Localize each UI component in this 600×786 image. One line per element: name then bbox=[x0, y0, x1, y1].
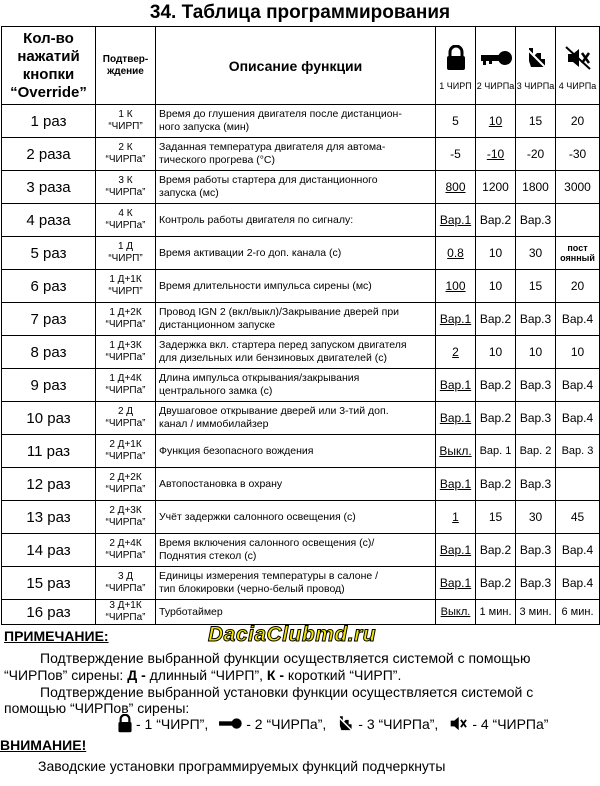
confirm-code: 3 Д+1К bbox=[109, 600, 142, 611]
press-count-cell: 10 раз bbox=[2, 402, 96, 435]
table-row bbox=[2, 204, 600, 237]
function-description-cell bbox=[156, 435, 436, 468]
value-cell-4: 6 мин. bbox=[556, 600, 600, 625]
note-paragraph-1-line-1: Подтверждение выбранной функции осуществляется системой с помощью bbox=[40, 650, 531, 666]
description-line: Заданная температура двигателя для автома- bbox=[159, 141, 386, 153]
description-line: Время до глушения двигателя после дистанцион- bbox=[159, 108, 402, 120]
confirm-code: 1 Д bbox=[117, 241, 134, 252]
confirm-chirp: “ЧИРПа” bbox=[105, 550, 146, 561]
value-cell-3: 10 bbox=[516, 336, 556, 369]
header-col-4 bbox=[556, 27, 600, 105]
description-line: Двушаговое открывание дверей или 3-тий доп. bbox=[159, 405, 389, 417]
confirm-cell bbox=[96, 336, 156, 369]
description-line: тического прогрева (°C) bbox=[159, 154, 276, 166]
legend-2: - 2 “ЧИРПа”, bbox=[246, 715, 327, 732]
header-col-1 bbox=[436, 27, 476, 105]
value-cell-4: Вар.4 bbox=[556, 402, 600, 435]
confirm-chirp: “ЧИРПа” bbox=[105, 583, 146, 594]
table-row bbox=[2, 336, 600, 369]
confirm-chirp: “ЧИРПа” bbox=[105, 612, 146, 623]
value-cell-1: Вар.1 bbox=[436, 204, 476, 237]
description-line: ного запуска (мин) bbox=[159, 121, 250, 133]
description-line: Автопостановка в охрану bbox=[159, 477, 283, 490]
value-cell-3: Вар. 2 bbox=[516, 435, 556, 468]
value-cell-4: 45 bbox=[556, 501, 600, 534]
description-line: Время работы стартера для дистанционного bbox=[159, 174, 378, 186]
confirm-chirp: “ЧИРПа” bbox=[105, 319, 146, 330]
confirm-cell bbox=[96, 600, 156, 625]
value-cell-2: Вар.2 bbox=[476, 468, 516, 501]
confirm-cell bbox=[96, 435, 156, 468]
confirm-chirp: “ЧИРП” bbox=[108, 253, 143, 264]
value-cell-1: Выкл. bbox=[436, 435, 476, 468]
confirm-cell bbox=[96, 105, 156, 138]
confirm-code: 2 Д+3К bbox=[109, 505, 142, 516]
table-row bbox=[2, 402, 600, 435]
table-row bbox=[2, 534, 600, 567]
table-row bbox=[2, 105, 600, 138]
value-cell-1: 0.8 bbox=[436, 237, 476, 270]
description-line: Контроль работы двигателя по сигналу: bbox=[159, 213, 354, 226]
press-count-cell: 16 раз bbox=[2, 600, 96, 625]
confirm-code: 1 К bbox=[118, 109, 133, 120]
value-cell-3: Вар.3 bbox=[516, 468, 556, 501]
note-paragraph-1-line-2: “ЧИРПов” сирены: Д - длинный “ЧИРП”, К - короткий “ЧИРП”. bbox=[4, 667, 402, 683]
function-description-cell bbox=[156, 204, 436, 237]
value-cell-1: Вар.1 bbox=[436, 303, 476, 336]
value-cell-2: Вар.2 bbox=[476, 567, 516, 600]
press-count-cell: 2 раза bbox=[2, 138, 96, 171]
header-col-4-label: 4 ЧИРПа bbox=[558, 81, 597, 91]
value-cell-1: 100 bbox=[436, 270, 476, 303]
press-count-cell: 5 раз bbox=[2, 237, 96, 270]
press-count-cell: 11 раз bbox=[2, 435, 96, 468]
function-description-cell bbox=[156, 369, 436, 402]
press-count-cell: 1 раз bbox=[2, 105, 96, 138]
table-header-row bbox=[2, 27, 600, 105]
confirm-cell bbox=[96, 402, 156, 435]
description-line: центрального замка (с) bbox=[159, 385, 273, 397]
table-row bbox=[2, 501, 600, 534]
value-cell-3: 30 bbox=[516, 237, 556, 270]
description-line: Турботаймер bbox=[159, 605, 223, 618]
value-cell-4: Вар.4 bbox=[556, 369, 600, 402]
header-count: Кол-во нажатий кнопки “Override” bbox=[2, 27, 96, 105]
value-cell-2: 10 bbox=[476, 237, 516, 270]
confirm-cell bbox=[96, 501, 156, 534]
table-row bbox=[2, 600, 600, 625]
value-cell-3: Вар.3 bbox=[516, 303, 556, 336]
value-cell-2: Вар.2 bbox=[476, 369, 516, 402]
function-description-cell bbox=[156, 303, 436, 336]
description-line: канал / иммобилайзер bbox=[159, 418, 269, 430]
confirm-code: 1 Д+1К bbox=[109, 274, 142, 285]
confirm-cell bbox=[96, 303, 156, 336]
value-cell-3: 15 bbox=[516, 270, 556, 303]
confirm-code: 1 Д+4К bbox=[109, 373, 142, 384]
value-cell-3: 1800 bbox=[516, 171, 556, 204]
programming-table bbox=[1, 26, 600, 625]
value-cell-1: 800 bbox=[436, 171, 476, 204]
function-description-cell bbox=[156, 402, 436, 435]
value-cell-2: Вар.2 bbox=[476, 402, 516, 435]
value-cell-4: 20 bbox=[556, 270, 600, 303]
confirm-code: 4 К bbox=[118, 208, 133, 219]
value-cell-3: Вар.3 bbox=[516, 534, 556, 567]
confirm-chirp: “ЧИРП” bbox=[108, 286, 143, 297]
function-description-cell bbox=[156, 468, 436, 501]
value-cell-4: пост оянный bbox=[556, 237, 600, 270]
value-cell-1: -5 bbox=[436, 138, 476, 171]
press-count-cell: 9 раз bbox=[2, 369, 96, 402]
confirm-cell bbox=[96, 369, 156, 402]
legend-3: - 3 “ЧИРПа”, bbox=[358, 715, 439, 732]
function-description-cell bbox=[156, 600, 436, 625]
table-row bbox=[2, 171, 600, 204]
value-cell-3: -20 bbox=[516, 138, 556, 171]
description-line: для дизельных или бензиновых двигателей (с) bbox=[159, 352, 388, 364]
confirm-code: 1 Д+2К bbox=[109, 307, 142, 318]
page-title: 34. Таблица программирования bbox=[149, 2, 451, 23]
description-line: Длина импульса открывания/закрывания bbox=[159, 372, 360, 384]
value-cell-2: Вар.2 bbox=[476, 303, 516, 336]
press-count-cell: 7 раз bbox=[2, 303, 96, 336]
value-cell-1: Вар.1 bbox=[436, 534, 476, 567]
value-cell-2: 15 bbox=[476, 501, 516, 534]
note-paragraph-2-line-2: помощью “ЧИРПов” сирены: bbox=[4, 700, 190, 716]
press-count-cell: 6 раз bbox=[2, 270, 96, 303]
confirm-chirp: “ЧИРПа” bbox=[105, 352, 146, 363]
value-cell-3: 15 bbox=[516, 105, 556, 138]
press-count-cell: 15 раз bbox=[2, 567, 96, 600]
description-line: Функция безопасного вождения bbox=[159, 444, 314, 457]
confirm-cell bbox=[96, 270, 156, 303]
confirm-cell bbox=[96, 171, 156, 204]
function-description-cell bbox=[156, 171, 436, 204]
value-cell-4: 10 bbox=[556, 336, 600, 369]
confirm-code: 3 Д bbox=[117, 571, 134, 582]
warning-text: Заводские установки программируемых функций подчеркнуты bbox=[38, 758, 446, 774]
value-cell-2: -10 bbox=[476, 138, 516, 171]
chirp-legend bbox=[117, 714, 548, 733]
table-row bbox=[2, 138, 600, 171]
confirm-chirp: “ЧИРП” bbox=[108, 121, 143, 132]
legend-4: - 4 “ЧИРПа” bbox=[472, 715, 549, 732]
value-cell-3: 30 bbox=[516, 501, 556, 534]
value-cell-4: Вар.4 bbox=[556, 303, 600, 336]
description-line: Время активации 2-го доп. канала (с) bbox=[159, 246, 342, 259]
function-description-cell bbox=[156, 138, 436, 171]
description-line: запуска (мс) bbox=[159, 187, 219, 199]
confirm-cell bbox=[96, 534, 156, 567]
confirm-code: 2 К bbox=[118, 142, 133, 153]
hand-off-icon bbox=[335, 714, 355, 733]
value-cell-4: Вар.4 bbox=[556, 534, 600, 567]
value-cell-4: 3000 bbox=[556, 171, 600, 204]
warning-heading: ВНИМАНИЕ! bbox=[0, 737, 87, 753]
lock-icon bbox=[117, 714, 133, 733]
table-row bbox=[2, 237, 600, 270]
value-cell-1: Выкл. bbox=[436, 600, 476, 625]
confirm-chirp: “ЧИРПа” bbox=[105, 220, 146, 231]
value-cell-1: 2 bbox=[436, 336, 476, 369]
function-description-cell bbox=[156, 336, 436, 369]
table-row bbox=[2, 435, 600, 468]
value-cell-1: Вар.1 bbox=[436, 468, 476, 501]
description-line: Поднятия стекол (с) bbox=[159, 550, 257, 562]
value-cell-4: -30 bbox=[556, 138, 600, 171]
value-cell-4 bbox=[556, 468, 600, 501]
speaker-mute-icon bbox=[564, 45, 592, 71]
function-description-cell bbox=[156, 567, 436, 600]
confirm-chirp: “ЧИРПа” bbox=[105, 418, 146, 429]
description-line: Время включения салонного освещения (с)/ bbox=[159, 537, 375, 549]
header-col-1-label: 1 ЧИРП bbox=[439, 81, 472, 91]
value-cell-4: 20 bbox=[556, 105, 600, 138]
press-count-cell: 12 раз bbox=[2, 468, 96, 501]
value-cell-4: Вар.4 bbox=[556, 567, 600, 600]
description-line: Провод IGN 2 (вкл/выкл)/Закрывание дверей при bbox=[159, 306, 400, 318]
confirm-code: 2 Д bbox=[117, 406, 134, 417]
confirm-cell bbox=[96, 204, 156, 237]
value-cell-1: Вар.1 bbox=[436, 402, 476, 435]
confirm-code: 2 Д+2К bbox=[109, 472, 142, 483]
value-cell-3: Вар.3 bbox=[516, 204, 556, 237]
value-cell-1: 1 bbox=[436, 501, 476, 534]
header-col-3 bbox=[516, 27, 556, 105]
value-cell-2: Вар.2 bbox=[476, 534, 516, 567]
header-col-2-label: 2 ЧИРПа bbox=[476, 81, 515, 91]
confirm-code: 2 Д+4К bbox=[109, 538, 142, 549]
press-count-cell: 14 раз bbox=[2, 534, 96, 567]
table-row bbox=[2, 270, 600, 303]
confirm-chirp: “ЧИРПа” bbox=[105, 451, 146, 462]
value-cell-2: Вар.2 bbox=[476, 204, 516, 237]
confirm-chirp: “ЧИРПа” bbox=[105, 484, 146, 495]
value-cell-2: 1 мин. bbox=[476, 600, 516, 625]
description-line: Учёт задержки салонного освещения (с) bbox=[159, 510, 356, 523]
description-line: Время длительности импульса сирены (мс) bbox=[159, 279, 372, 292]
description-line: дистанционном запуске bbox=[159, 319, 276, 331]
value-cell-2: 10 bbox=[476, 105, 516, 138]
confirm-code: 2 Д+1К bbox=[109, 439, 142, 450]
function-description-cell bbox=[156, 501, 436, 534]
value-cell-1: Вар.1 bbox=[436, 369, 476, 402]
speaker-mute-icon bbox=[447, 714, 469, 733]
function-description-cell bbox=[156, 270, 436, 303]
function-description-cell bbox=[156, 237, 436, 270]
confirm-cell bbox=[96, 138, 156, 171]
confirm-chirp: “ЧИРПа” bbox=[105, 154, 146, 165]
confirm-cell bbox=[96, 468, 156, 501]
note-heading: ПРИМЕЧАНИЕ: bbox=[4, 628, 109, 644]
description-line: тип блокировки (черно-белый провод) bbox=[159, 583, 345, 595]
key-icon bbox=[479, 45, 513, 71]
header-description: Описание функции bbox=[156, 27, 436, 105]
legend-1: - 1 “ЧИРП”, bbox=[136, 715, 209, 732]
key-icon bbox=[217, 714, 243, 733]
confirm-chirp: “ЧИРПа” bbox=[105, 517, 146, 528]
function-description-cell bbox=[156, 105, 436, 138]
value-cell-3: Вар.3 bbox=[516, 567, 556, 600]
press-count-cell: 13 раз bbox=[2, 501, 96, 534]
note-paragraph-2-line-1: Подтверждение выбранной установки функции осуществляется системой с bbox=[40, 684, 534, 700]
value-cell-2: 1200 bbox=[476, 171, 516, 204]
confirm-cell bbox=[96, 237, 156, 270]
header-confirm: Подтвер-ждение bbox=[96, 27, 156, 105]
table-row bbox=[2, 369, 600, 402]
hand-off-icon bbox=[523, 45, 549, 71]
confirm-chirp: “ЧИРПа” bbox=[105, 187, 146, 198]
value-cell-4 bbox=[556, 204, 600, 237]
table-row bbox=[2, 303, 600, 336]
watermark-text: DaciaClubmd.ru bbox=[208, 623, 377, 646]
table-row bbox=[2, 567, 600, 600]
value-cell-1: 5 bbox=[436, 105, 476, 138]
confirm-chirp: “ЧИРПа” bbox=[105, 385, 146, 396]
lock-icon bbox=[445, 45, 467, 71]
function-description-cell bbox=[156, 534, 436, 567]
press-count-cell: 4 раза bbox=[2, 204, 96, 237]
confirm-cell bbox=[96, 567, 156, 600]
value-cell-3: 3 мин. bbox=[516, 600, 556, 625]
press-count-cell: 8 раз bbox=[2, 336, 96, 369]
header-col-2 bbox=[476, 27, 516, 105]
table-row bbox=[2, 468, 600, 501]
value-cell-2: 10 bbox=[476, 336, 516, 369]
value-cell-3: Вар.3 bbox=[516, 402, 556, 435]
value-cell-1: Вар.1 bbox=[436, 567, 476, 600]
press-count-cell: 3 раза bbox=[2, 171, 96, 204]
value-cell-2: Вар. 1 bbox=[476, 435, 516, 468]
description-line: Единицы измерения температуры в салоне / bbox=[159, 570, 379, 582]
value-cell-4: Вар. 3 bbox=[556, 435, 600, 468]
value-cell-3: Вар.3 bbox=[516, 369, 556, 402]
description-line: Задержка вкл. стартера перед запуском двигателя bbox=[159, 339, 407, 351]
header-col-3-label: 3 ЧИРПа bbox=[516, 81, 555, 91]
confirm-code: 3 К bbox=[118, 175, 133, 186]
confirm-code: 1 Д+3К bbox=[109, 340, 142, 351]
value-cell-2: 10 bbox=[476, 270, 516, 303]
